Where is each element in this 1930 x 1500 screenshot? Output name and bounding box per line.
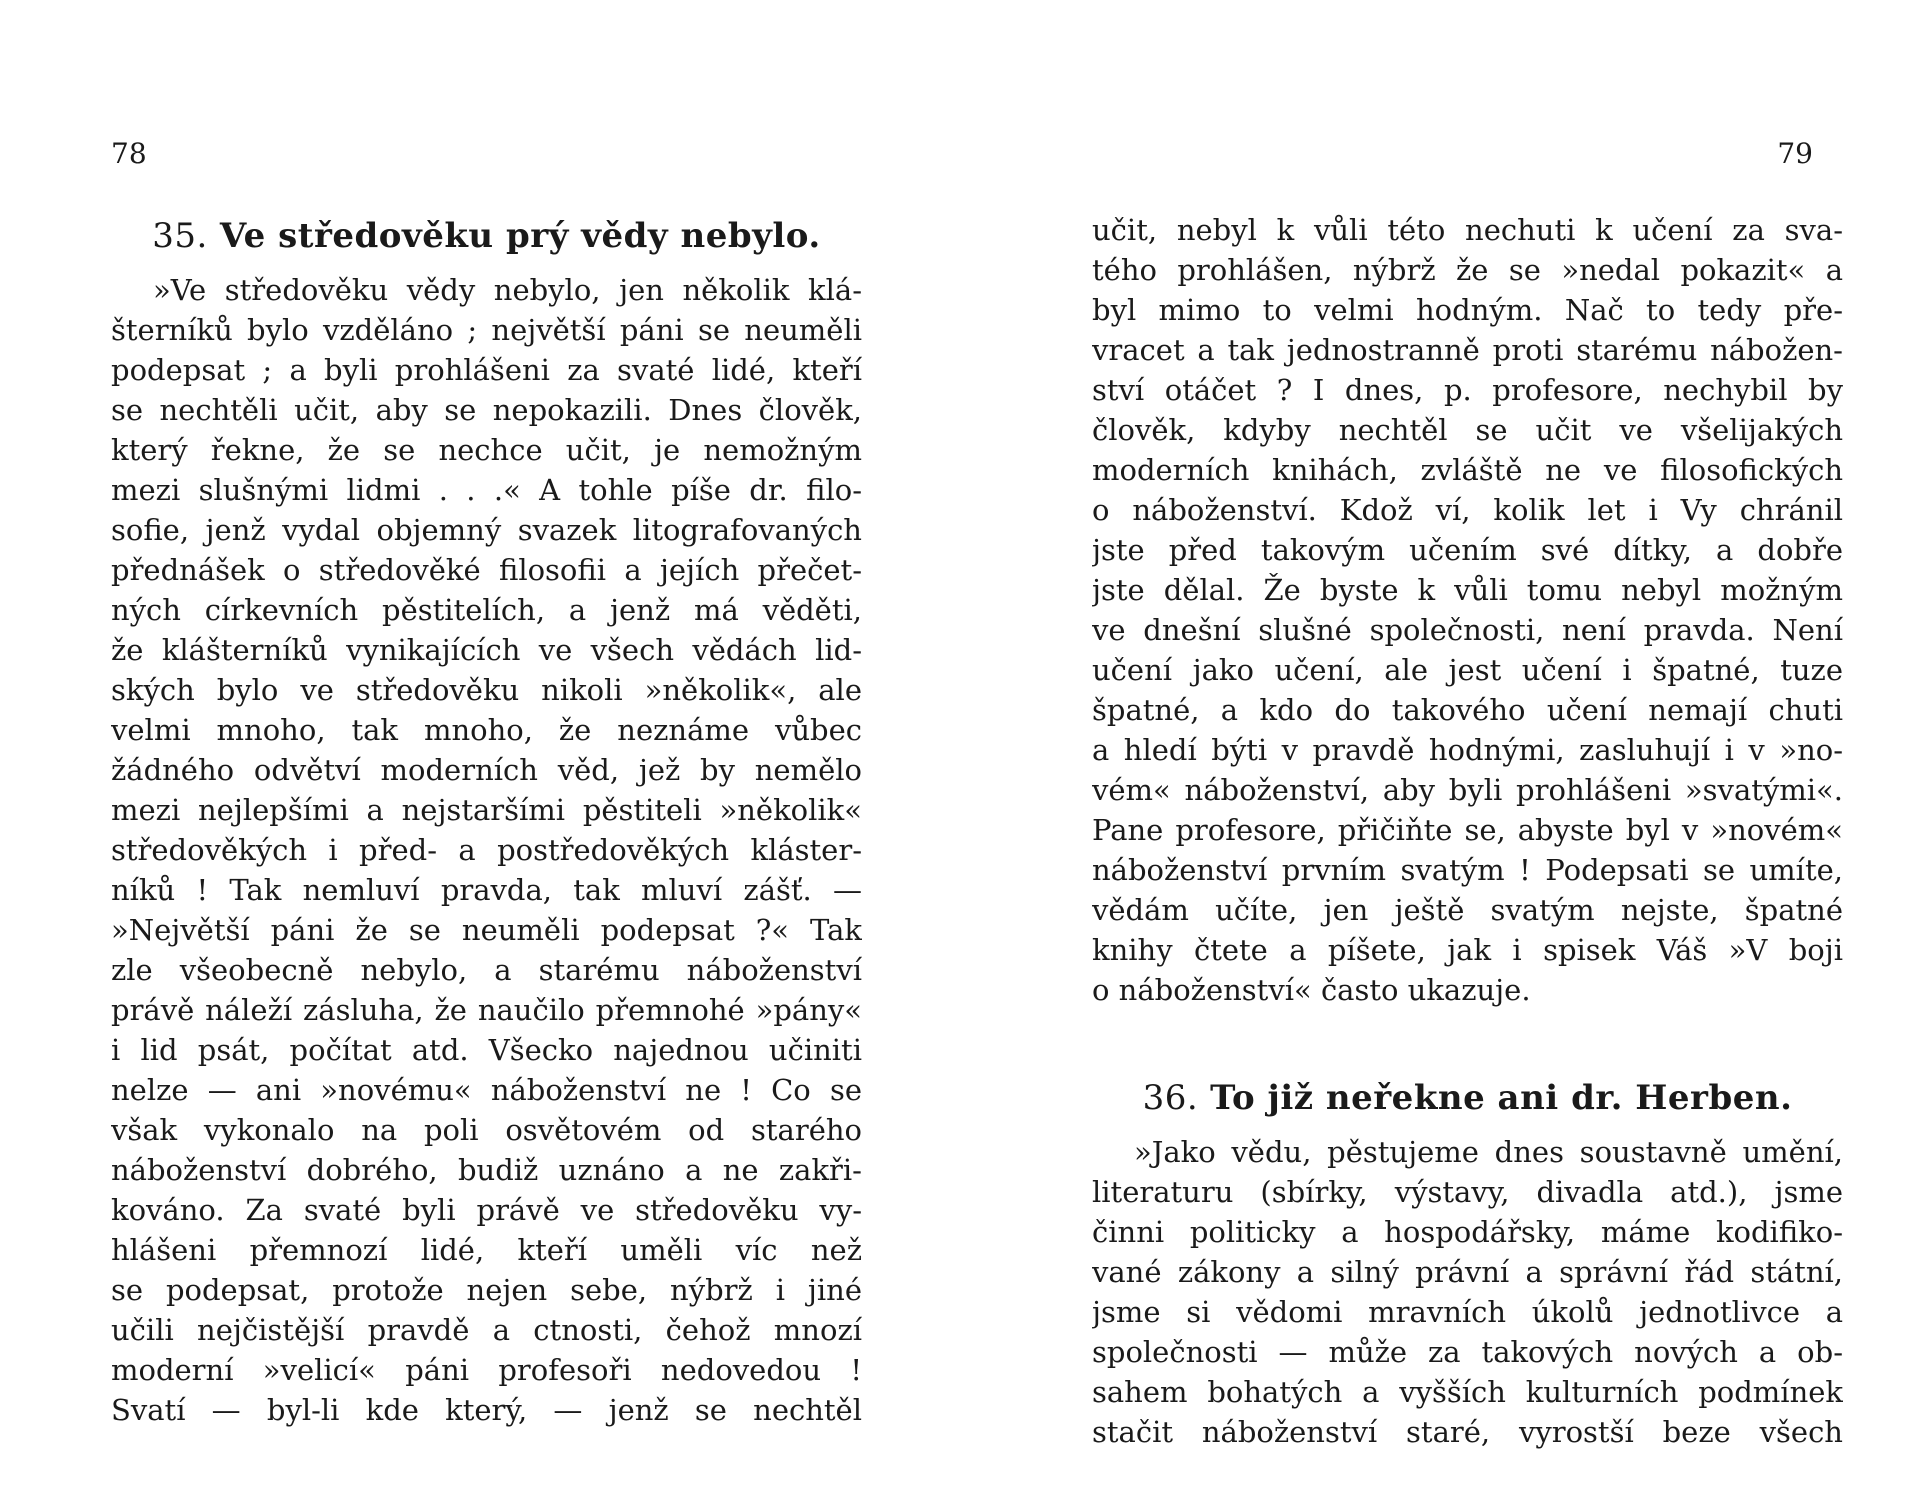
text-line: nelze — ani »novému« náboženství ne ! Co se [111, 1073, 862, 1107]
text-line: přednášek o středověké filosofii a jejích přečet- [111, 553, 862, 587]
text-line: mezi slušnými lidmi . . .« A tohle píše dr. filo- [111, 473, 862, 507]
text-line: vědám učíte, jen ještě svatým nejste, špatné [1092, 893, 1843, 927]
section-gap [1092, 1010, 1843, 1072]
text-line: vém« náboženství, aby byli prohlášeni »svatými«. [1092, 773, 1843, 807]
section-title: Ve středověku prý vědy nebylo. [219, 216, 821, 256]
text-line: moderní »velicí« páni profesoři nedovedou ! [111, 1353, 862, 1387]
text-line: zle všeobecně nebylo, a starému náboženství [111, 953, 862, 987]
text-line: vané zákony a silný právní a správní řád státní, [1092, 1255, 1843, 1289]
text-line: knihy čtete a píšete, jak i spisek Váš »V boji [1092, 933, 1843, 967]
section-heading [1092, 1072, 1843, 1124]
text-line: Pane profesore, přičiňte se, abyste byl v »novém« [1092, 813, 1843, 847]
section-number: 35. [152, 216, 208, 256]
text-line: se nechtěli učit, aby se nepokazili. Dnes člověk, [111, 393, 862, 427]
text-line: učení jako učení, ale jest učení i špatné, tuze [1092, 653, 1843, 687]
text-line: sofie, jenž vydal objemný svazek litografovaných [111, 513, 862, 547]
text-line: a hledí býti v pravdě hodnými, zasluhují i v »no- [1092, 733, 1843, 767]
text-line: že klášterníků vynikajících ve všech vědách lid- [111, 633, 862, 667]
text-line: mezi nejlepšími a nejstaršími pěstiteli »několik« [111, 793, 862, 827]
text-line: ných církevních pěstitelích, a jenž má věděti, [111, 593, 862, 627]
text-line: literaturu (sbírky, výstavy, divadla atd.), jsme [1092, 1175, 1843, 1209]
text-line: kováno. Za svaté byli právě ve středověku vy- [111, 1193, 862, 1227]
text-line: však vykonalo na poli osvětovém od starého [111, 1113, 862, 1147]
text-line: níků ! Tak nemluví pravda, tak mluví zášť. — [111, 873, 862, 907]
text-line: moderních knihách, zvláště ne ve filosofických [1092, 453, 1843, 487]
text-line: o náboženství. Kdož ví, kolik let i Vy chránil [1092, 493, 1843, 527]
right-page [965, 0, 1930, 1500]
text-line: o náboženství« často ukazuje. [1092, 973, 1531, 1007]
text-line: který řekne, že se nechce učit, je nemožným [111, 433, 862, 467]
text-line: špatné, a kdo do takového učení nemají chuti [1092, 693, 1843, 727]
text-line: šterníků bylo vzděláno ; největší páni se neuměli [111, 313, 862, 347]
section-number: 36. [1142, 1078, 1199, 1118]
text-line: náboženství prvním svatým ! Podepsati se umíte, [1092, 853, 1843, 887]
text-line: učili nejčistější pravdě a ctnosti, čehož mnozí [111, 1313, 862, 1347]
page-number: 78 [111, 137, 147, 170]
text-line: ve dnešní slušné společnosti, není pravda. Není [1092, 613, 1843, 647]
text-line: žádného odvětví moderních věd, jež by nemělo [111, 753, 862, 787]
text-line: společnosti — může za takových nových a ob- [1092, 1335, 1843, 1369]
text-line: i lid psát, počítat atd. Všecko najednou učiniti [111, 1033, 862, 1067]
page-number: 79 [1777, 137, 1813, 170]
text-line: Svatí — byl-li kde který, — jenž se nechtěl [111, 1393, 862, 1427]
text-line: náboženství dobrého, budiž uznáno a ne zakři- [111, 1153, 862, 1187]
text-line: vracet a tak jednostranně proti starému nábožen- [1092, 333, 1843, 367]
right-text-column [1092, 210, 1843, 1452]
text-line: jste před takovým učením své dítky, a dobře [1092, 533, 1843, 567]
text-line: sahem bohatých a vyšších kulturních podmínek [1092, 1375, 1843, 1409]
section-title: To již neřekne ani dr. Herben. [1210, 1078, 1793, 1118]
text-line: podepsat ; a byli prohlášeni za svaté lidé, kteří [111, 353, 862, 387]
text-line: velmi mnoho, tak mnoho, že neznáme vůbec [111, 713, 862, 747]
text-line: středověkých i před- a postředověkých kláster- [111, 833, 862, 867]
section-heading [111, 210, 862, 262]
text-line: ských bylo ve středověku nikoli »několik«, ale [111, 673, 862, 707]
text-line: ství otáčet ? I dnes, p. profesore, nechybil by [1092, 373, 1843, 407]
text-line: právě náleží zásluha, že naučilo přemnohé »pány« [111, 993, 862, 1027]
text-line: se podepsat, protože nejen sebe, nýbrž i jiné [111, 1273, 862, 1307]
text-line: »Jako vědu, pěstujeme dnes soustavně umění, [1134, 1135, 1843, 1169]
left-text-column [111, 210, 862, 1430]
text-line: byl mimo to velmi hodným. Nač to tedy pře- [1092, 293, 1843, 327]
text-line: činni politicky a hospodářsky, máme kodifiko- [1092, 1215, 1843, 1249]
text-line: »Ve středověku vědy nebylo, jen několik klá- [153, 273, 862, 307]
text-line: učit, nebyl k vůli této nechuti k učení za sva- [1092, 213, 1843, 247]
text-line: jste dělal. Že byste k vůli tomu nebyl možným [1092, 573, 1843, 607]
text-line: člověk, kdyby nechtěl se učit ve všelijakých [1092, 413, 1843, 447]
text-line: hlášeni přemnozí lidé, kteří uměli víc než [111, 1233, 862, 1267]
text-line: »Největší páni že se neuměli podepsat ?« Tak [111, 913, 862, 947]
text-line: stačit náboženství staré, vyrostší beze všech [1092, 1415, 1843, 1449]
text-line: jsme si vědomi mravních úkolů jednotlivce a [1092, 1295, 1843, 1329]
text-line: tého prohlášen, nýbrž že se »nedal pokazit« a [1092, 253, 1843, 287]
